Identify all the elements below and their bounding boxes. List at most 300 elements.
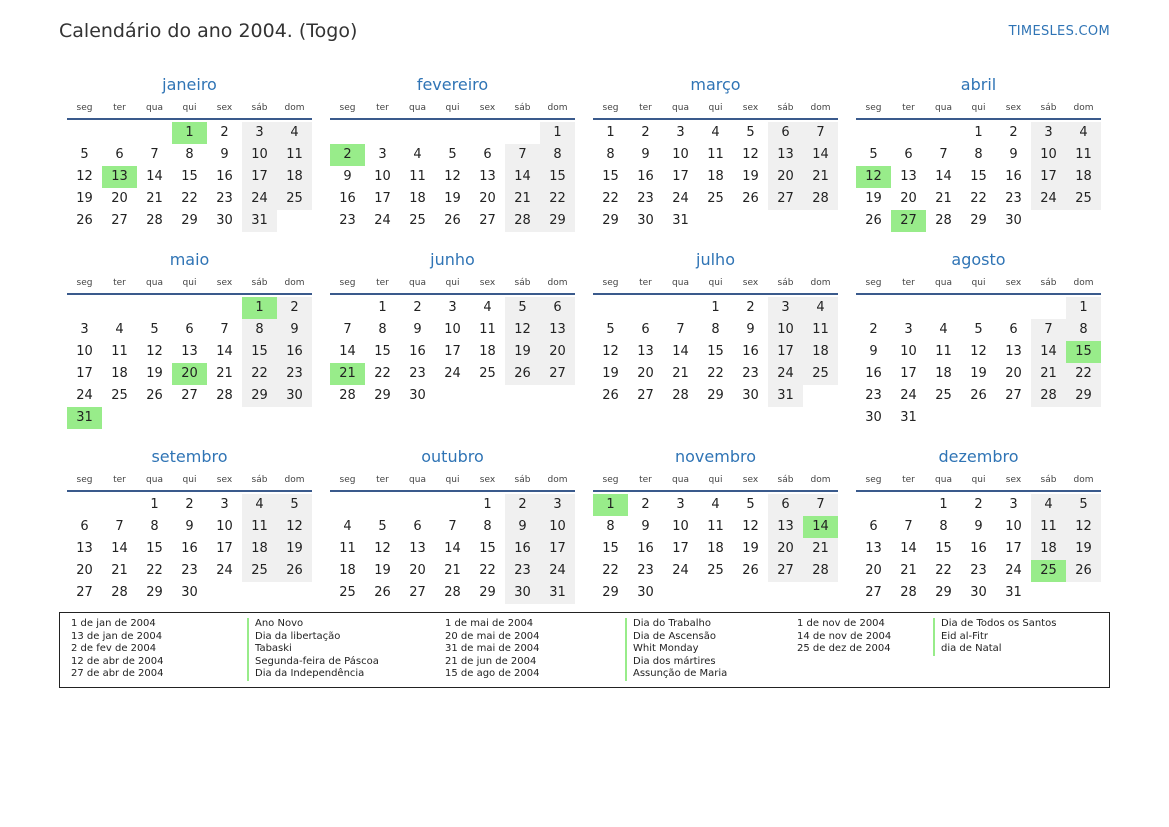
- weekday-label: sex: [742, 278, 759, 288]
- weekday-label: seg: [865, 278, 882, 288]
- day-cell: 29: [146, 585, 163, 600]
- month-title: junho: [430, 250, 475, 269]
- day-cell: 4: [1066, 122, 1101, 144]
- day-cell: 31: [1005, 585, 1022, 600]
- day-cell: 17: [900, 366, 917, 381]
- day-cell: 11: [339, 541, 356, 556]
- day-cell: 14: [803, 144, 838, 166]
- weekday-label: qua: [146, 103, 163, 113]
- day-cell: 15: [146, 541, 163, 556]
- day-cell: 28: [444, 585, 461, 600]
- weekday-label: ter: [639, 475, 652, 485]
- weekday-header: [856, 98, 1101, 120]
- day-cell: 10: [76, 344, 93, 359]
- day-cell: 26: [865, 213, 882, 228]
- weekday-label: qui: [445, 103, 460, 113]
- day-cell: 12: [505, 319, 540, 341]
- empty-cell: [400, 494, 435, 516]
- day-cell: 17: [76, 366, 93, 381]
- weekday-label: qua: [672, 278, 689, 288]
- holiday-name: Ano Novo: [247, 618, 379, 631]
- day-cell: 8: [378, 322, 387, 337]
- day-cell: 2: [185, 497, 194, 512]
- empty-cell: [593, 297, 628, 319]
- legend-dates: [797, 618, 891, 656]
- holiday-name: Dia de Ascensão: [625, 631, 727, 644]
- day-cell: 4: [242, 494, 277, 516]
- day-cell: 14: [935, 169, 952, 184]
- day-cell: 10: [672, 519, 689, 534]
- day-cell: 26: [76, 213, 93, 228]
- day-cell: 1: [974, 125, 983, 140]
- day-cell: 3: [768, 297, 803, 319]
- day-cell: 9: [505, 516, 540, 538]
- day-cell: 23: [865, 388, 882, 403]
- holiday-name: Segunda-feira de Páscoa: [247, 656, 379, 669]
- day-cell: 13: [1005, 344, 1022, 359]
- day-cell: 27: [637, 388, 654, 403]
- day-cell: 19: [374, 563, 391, 578]
- day-cell: 21: [935, 191, 952, 206]
- holiday-date: 27 de abr de 2004: [71, 668, 164, 679]
- weekday-label: sex: [479, 278, 496, 288]
- day-cell: 25: [707, 191, 724, 206]
- day-cell: 12: [602, 344, 619, 359]
- day-cell: 10: [672, 147, 689, 162]
- weekday-label: seg: [76, 278, 93, 288]
- weekday-label: dom: [547, 278, 568, 288]
- day-cell: 25: [803, 363, 838, 385]
- holiday-day-cell: 2: [330, 144, 365, 166]
- month-janeiro: [67, 72, 312, 247]
- day-cell: 4: [1031, 494, 1066, 516]
- weekday-header: [593, 470, 838, 492]
- day-cell: 28: [803, 188, 838, 210]
- day-cell: 3: [448, 300, 457, 315]
- day-cell: 12: [277, 516, 312, 538]
- day-cell: 5: [448, 147, 457, 162]
- day-cell: 10: [374, 169, 391, 184]
- day-grid: [593, 494, 838, 604]
- day-cell: 23: [637, 563, 654, 578]
- legend-names: [933, 618, 1056, 656]
- holiday-date: 13 de jan de 2004: [71, 630, 163, 642]
- day-cell: 17: [216, 541, 233, 556]
- day-cell: 7: [803, 494, 838, 516]
- empty-cell: [102, 494, 137, 516]
- day-cell: 3: [1031, 122, 1066, 144]
- empty-cell: [172, 297, 207, 319]
- holiday-day-cell: 25: [1031, 560, 1066, 582]
- day-cell: 21: [216, 366, 233, 381]
- day-cell: 17: [444, 344, 461, 359]
- day-cell: 1: [1066, 297, 1101, 319]
- day-cell: 20: [900, 191, 917, 206]
- day-cell: 17: [374, 191, 391, 206]
- day-cell: 24: [242, 188, 277, 210]
- month-title: julho: [696, 250, 735, 269]
- day-cell: 5: [80, 147, 89, 162]
- day-cell: 19: [277, 538, 312, 560]
- holiday-date: 1 de nov de 2004: [797, 618, 885, 629]
- day-grid: [593, 297, 838, 407]
- day-cell: 8: [185, 147, 194, 162]
- day-cell: 9: [413, 322, 422, 337]
- holiday-name: Whit Monday: [625, 643, 727, 656]
- day-cell: 4: [277, 122, 312, 144]
- day-cell: 9: [641, 519, 650, 534]
- weekday-label: seg: [339, 103, 356, 113]
- day-cell: 28: [803, 560, 838, 582]
- weekday-label: qua: [409, 278, 426, 288]
- day-cell: 5: [150, 322, 159, 337]
- weekday-label: sex: [742, 103, 759, 113]
- day-cell: 29: [479, 585, 496, 600]
- day-cell: 26: [505, 363, 540, 385]
- empty-cell: [856, 494, 891, 516]
- weekday-label: ter: [113, 278, 126, 288]
- day-cell: 6: [540, 297, 575, 319]
- day-cell: 3: [676, 125, 685, 140]
- weekday-label: ter: [113, 103, 126, 113]
- day-cell: 7: [220, 322, 229, 337]
- day-cell: 30: [277, 385, 312, 407]
- day-cell: 31: [900, 410, 917, 425]
- day-cell: 17: [242, 166, 277, 188]
- day-cell: 18: [1066, 166, 1101, 188]
- month-agosto: [856, 247, 1101, 444]
- weekday-label: sáb: [1040, 475, 1057, 485]
- weekday-label: ter: [376, 103, 389, 113]
- day-cell: 16: [970, 541, 987, 556]
- weekday-label: sáb: [514, 278, 531, 288]
- day-cell: 11: [409, 169, 426, 184]
- day-cell: 14: [900, 541, 917, 556]
- day-cell: 25: [1066, 188, 1101, 210]
- day-cell: 12: [1066, 516, 1101, 538]
- day-grid: [330, 297, 575, 407]
- brand-link[interactable]: TIMESLES.COM: [1008, 24, 1110, 39]
- day-cell: 24: [444, 366, 461, 381]
- day-cell: 7: [1031, 319, 1066, 341]
- day-cell: 24: [672, 191, 689, 206]
- day-cell: 15: [374, 344, 391, 359]
- day-cell: 13: [479, 169, 496, 184]
- day-cell: 1: [939, 497, 948, 512]
- weekday-header: [593, 98, 838, 120]
- month-fevereiro: [330, 72, 575, 247]
- day-cell: 18: [707, 169, 724, 184]
- day-cell: 29: [935, 585, 952, 600]
- day-cell: 3: [540, 494, 575, 516]
- day-cell: 21: [111, 563, 128, 578]
- day-cell: 23: [216, 191, 233, 206]
- day-cell: 8: [540, 144, 575, 166]
- day-cell: 18: [707, 541, 724, 556]
- day-cell: 13: [76, 541, 93, 556]
- day-cell: 8: [606, 519, 615, 534]
- holiday-day-cell: 1: [593, 494, 628, 516]
- day-cell: 15: [242, 341, 277, 363]
- weekday-label: seg: [76, 475, 93, 485]
- day-cell: 8: [939, 519, 948, 534]
- weekday-header: [67, 470, 312, 492]
- weekday-label: dom: [284, 475, 305, 485]
- day-cell: 20: [637, 366, 654, 381]
- day-cell: 2: [277, 297, 312, 319]
- day-cell: 20: [111, 191, 128, 206]
- day-cell: 11: [479, 322, 496, 337]
- day-grid: [856, 297, 1101, 429]
- empty-cell: [137, 297, 172, 319]
- day-cell: 21: [505, 188, 540, 210]
- day-cell: 16: [865, 366, 882, 381]
- weekday-label: qui: [708, 475, 723, 485]
- day-cell: 26: [742, 563, 759, 578]
- day-cell: 12: [970, 344, 987, 359]
- empty-cell: [505, 122, 540, 144]
- day-cell: 20: [540, 341, 575, 363]
- day-cell: 2: [746, 300, 755, 315]
- day-cell: 4: [115, 322, 124, 337]
- month-title: outubro: [421, 447, 484, 466]
- day-cell: 19: [742, 169, 759, 184]
- day-cell: 10: [900, 344, 917, 359]
- day-cell: 11: [242, 516, 277, 538]
- weekday-label: ter: [376, 475, 389, 485]
- day-cell: 6: [768, 494, 803, 516]
- day-cell: 11: [707, 147, 724, 162]
- day-grid: [593, 122, 838, 232]
- day-cell: 24: [900, 388, 917, 403]
- day-cell: 28: [935, 213, 952, 228]
- day-cell: 12: [76, 169, 93, 184]
- empty-cell: [330, 122, 365, 144]
- day-cell: 27: [111, 213, 128, 228]
- month-title: novembro: [675, 447, 756, 466]
- day-cell: 30: [742, 388, 759, 403]
- weekday-label: qua: [409, 475, 426, 485]
- empty-cell: [1031, 297, 1066, 319]
- day-cell: 31: [768, 385, 803, 407]
- day-cell: 29: [540, 210, 575, 232]
- day-cell: 6: [185, 322, 194, 337]
- day-cell: 6: [904, 147, 913, 162]
- day-cell: 30: [865, 410, 882, 425]
- day-cell: 6: [483, 147, 492, 162]
- day-cell: 10: [1005, 519, 1022, 534]
- empty-cell: [400, 122, 435, 144]
- day-cell: 7: [115, 519, 124, 534]
- day-cell: 20: [865, 563, 882, 578]
- empty-cell: [435, 122, 470, 144]
- day-cell: 11: [1066, 144, 1101, 166]
- day-cell: 25: [242, 560, 277, 582]
- day-cell: 5: [277, 494, 312, 516]
- day-cell: 5: [974, 322, 983, 337]
- weekday-label: sáb: [251, 103, 268, 113]
- day-cell: 11: [1031, 516, 1066, 538]
- weekday-label: qui: [445, 278, 460, 288]
- month-setembro: [67, 444, 312, 604]
- day-cell: 16: [409, 344, 426, 359]
- day-cell: 24: [1005, 563, 1022, 578]
- weekday-label: ter: [902, 278, 915, 288]
- weekday-label: sáb: [514, 103, 531, 113]
- day-cell: 8: [150, 519, 159, 534]
- day-cell: 29: [242, 385, 277, 407]
- day-cell: 5: [378, 519, 387, 534]
- day-cell: 19: [505, 341, 540, 363]
- day-cell: 9: [1009, 147, 1018, 162]
- weekday-label: dom: [1073, 278, 1094, 288]
- day-cell: 28: [339, 388, 356, 403]
- day-cell: 18: [242, 538, 277, 560]
- day-cell: 23: [277, 363, 312, 385]
- day-cell: 18: [277, 166, 312, 188]
- weekday-label: seg: [602, 103, 619, 113]
- day-cell: 22: [970, 191, 987, 206]
- day-cell: 28: [900, 585, 917, 600]
- day-cell: 27: [540, 363, 575, 385]
- day-cell: 25: [409, 213, 426, 228]
- weekday-label: qui: [708, 278, 723, 288]
- day-cell: 24: [768, 363, 803, 385]
- empty-cell: [365, 122, 400, 144]
- day-cell: 25: [277, 188, 312, 210]
- weekday-label: sáb: [1040, 278, 1057, 288]
- day-cell: 7: [676, 322, 685, 337]
- empty-cell: [102, 297, 137, 319]
- day-cell: 30: [1005, 213, 1022, 228]
- holiday-date: 12 de abr de 2004: [71, 655, 164, 667]
- day-cell: 20: [479, 191, 496, 206]
- weekday-header: [330, 273, 575, 295]
- day-cell: 18: [339, 563, 356, 578]
- empty-cell: [856, 297, 891, 319]
- day-cell: 23: [339, 213, 356, 228]
- day-cell: 2: [1009, 125, 1018, 140]
- day-cell: 20: [768, 166, 803, 188]
- day-grid: [67, 494, 312, 604]
- day-cell: 14: [111, 541, 128, 556]
- empty-cell: [102, 122, 137, 144]
- empty-cell: [996, 297, 1031, 319]
- day-cell: 12: [444, 169, 461, 184]
- day-cell: 14: [339, 344, 356, 359]
- day-cell: 19: [970, 366, 987, 381]
- weekday-label: qua: [935, 278, 952, 288]
- day-cell: 6: [80, 519, 89, 534]
- day-cell: 15: [479, 541, 496, 556]
- day-cell: 8: [606, 147, 615, 162]
- day-cell: 13: [768, 516, 803, 538]
- day-cell: 10: [242, 144, 277, 166]
- month-title: fevereiro: [416, 75, 489, 94]
- day-cell: 10: [540, 516, 575, 538]
- day-cell: 6: [1009, 322, 1018, 337]
- day-cell: 28: [505, 210, 540, 232]
- empty-cell: [856, 122, 891, 144]
- day-cell: 24: [540, 560, 575, 582]
- day-cell: 29: [602, 213, 619, 228]
- weekday-header: [330, 470, 575, 492]
- holiday-date: 21 de jun de 2004: [445, 655, 537, 667]
- weekday-label: qua: [935, 103, 952, 113]
- day-cell: 31: [242, 210, 277, 232]
- day-cell: 23: [505, 560, 540, 582]
- day-cell: 24: [76, 388, 93, 403]
- day-cell: 15: [707, 344, 724, 359]
- holiday-date: 25 de dez de 2004: [797, 643, 891, 654]
- day-cell: 19: [76, 191, 93, 206]
- weekday-label: dom: [810, 278, 831, 288]
- day-cell: 14: [1031, 341, 1066, 363]
- weekday-header: [67, 273, 312, 295]
- day-cell: 20: [76, 563, 93, 578]
- month-title: dezembro: [938, 447, 1019, 466]
- weekday-label: sáb: [777, 278, 794, 288]
- weekday-label: sex: [742, 475, 759, 485]
- day-cell: 2: [641, 497, 650, 512]
- day-cell: 31: [540, 582, 575, 604]
- day-cell: 21: [803, 538, 838, 560]
- day-cell: 21: [672, 366, 689, 381]
- day-cell: 11: [707, 519, 724, 534]
- weekday-label: qua: [672, 475, 689, 485]
- empty-cell: [330, 297, 365, 319]
- day-cell: 26: [602, 388, 619, 403]
- day-cell: 14: [444, 541, 461, 556]
- weekday-label: qua: [935, 475, 952, 485]
- day-cell: 22: [602, 191, 619, 206]
- day-cell: 23: [409, 366, 426, 381]
- empty-cell: [207, 297, 242, 319]
- day-cell: 17: [1005, 541, 1022, 556]
- day-cell: 25: [707, 563, 724, 578]
- day-cell: 13: [900, 169, 917, 184]
- empty-cell: [67, 297, 102, 319]
- day-grid: [67, 122, 312, 232]
- day-cell: 15: [181, 169, 198, 184]
- empty-cell: [137, 122, 172, 144]
- day-cell: 27: [181, 388, 198, 403]
- day-cell: 29: [374, 388, 391, 403]
- day-cell: 16: [637, 169, 654, 184]
- day-cell: 13: [865, 541, 882, 556]
- day-cell: 25: [339, 585, 356, 600]
- weekday-label: qui: [182, 475, 197, 485]
- holiday-name: Eid al-Fitr: [933, 631, 1056, 644]
- month-title: agosto: [951, 250, 1006, 269]
- day-cell: 28: [672, 388, 689, 403]
- day-cell: 4: [939, 322, 948, 337]
- day-cell: 7: [904, 519, 913, 534]
- day-cell: 22: [181, 191, 198, 206]
- day-cell: 31: [672, 213, 689, 228]
- day-cell: 12: [742, 147, 759, 162]
- day-cell: 5: [869, 147, 878, 162]
- day-cell: 3: [676, 497, 685, 512]
- day-cell: 30: [409, 388, 426, 403]
- day-cell: 10: [216, 519, 233, 534]
- weekday-label: dom: [547, 103, 568, 113]
- day-cell: 30: [181, 585, 198, 600]
- holiday-day-cell: 1: [242, 297, 277, 319]
- day-cell: 17: [672, 541, 689, 556]
- day-cell: 29: [181, 213, 198, 228]
- holiday-name: Dia de Todos os Santos: [933, 618, 1056, 631]
